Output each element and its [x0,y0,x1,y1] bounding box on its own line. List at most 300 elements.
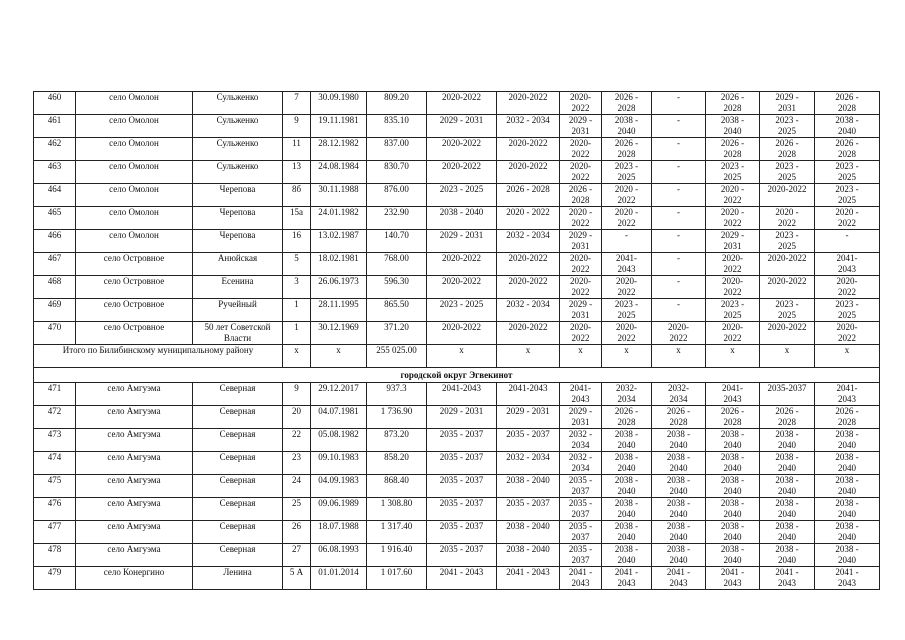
table-cell: 830.70 [367,161,427,184]
table-cell: 2035 - 2037 [427,452,497,475]
table-cell: 04.09.1983 [311,475,367,498]
table-cell: х [427,345,497,368]
table-cell: 2038 - 2040 [706,115,760,138]
table-row [34,452,880,475]
table-cell: 06.08.1993 [311,544,367,567]
table-cell: 2041 - 2043 [760,567,815,590]
table-cell: село Омолон [76,230,193,253]
table-cell: 2020-2022 [497,161,560,184]
table-cell: Ленина [193,567,283,590]
table-cell: 50 лет Советской Власти [193,322,283,345]
table-row [34,383,880,406]
table-cell: - [815,230,880,253]
table-body [34,92,880,590]
table-cell: 2026 - 2028 [497,184,560,207]
table-cell: 2020 - 2022 [497,207,560,230]
table-cell: село Омолон [76,207,193,230]
table-cell: 2035 - 2037 [427,498,497,521]
table-cell: село Омолон [76,138,193,161]
table-row [34,207,880,230]
table-cell: 2038 - 2040 [815,429,880,452]
table-row [34,429,880,452]
section-header-row [34,368,880,383]
table-row [34,475,880,498]
table-cell: 13 [283,161,311,184]
table-cell: 11 [283,138,311,161]
table-cell: 2029 - 2031 [497,406,560,429]
table-cell: 2038 - 2040 [815,544,880,567]
table-cell: 9 [283,115,311,138]
table-row [34,521,880,544]
table-cell: Сульженко [193,115,283,138]
table-cell: Черепова [193,230,283,253]
table-cell: село Конергино [76,567,193,590]
table-cell: 2035 - 2037 [560,475,602,498]
table-cell: Сульженко [193,92,283,115]
table-cell: 16 [283,230,311,253]
table-cell: 2020- 2022 [560,161,602,184]
table-cell: 2035 - 2037 [560,544,602,567]
table-row [34,92,880,115]
table-cell: 18.07.1988 [311,521,367,544]
table-row [34,138,880,161]
table-cell: 2032 - 2034 [560,429,602,452]
table-cell: 2038 - 2040 [602,544,652,567]
table-cell: 809.20 [367,92,427,115]
table-cell: Анюйская [193,253,283,276]
table-cell: 2020- 2022 [560,322,602,345]
table-cell: 5 [283,253,311,276]
table-cell: 30.09.1980 [311,92,367,115]
table-cell: 2020 - 2022 [602,207,652,230]
table-cell: 2041 - 2043 [427,567,497,590]
table-cell: 768.00 [367,253,427,276]
table-cell: село Островное [76,276,193,299]
table-cell: 19.11.1981 [311,115,367,138]
table-cell: 2020- 2022 [602,276,652,299]
table-cell: 2038 - 2040 [815,475,880,498]
table-cell: 2038 - 2040 [427,207,497,230]
table-row [34,299,880,322]
table-cell: 2026 - 2028 [815,406,880,429]
table-cell: 2020 - 2022 [706,184,760,207]
table-cell: 2026 - 2028 [706,92,760,115]
table-cell: село Амгуэма [76,406,193,429]
table-cell: 468 [34,276,76,299]
table-cell: 2038 - 2040 [652,475,706,498]
table-cell: 476 [34,498,76,521]
table-cell: 2038 - 2040 [497,521,560,544]
table-cell: 2041 - 2043 [706,567,760,590]
table-cell: 20 [283,406,311,429]
table-cell: 2038 - 2040 [706,521,760,544]
table-cell: 2023 - 2025 [602,161,652,184]
table-cell: 2035 - 2037 [427,544,497,567]
table-cell: 2038 - 2040 [706,452,760,475]
table-cell: 30.11.1988 [311,184,367,207]
table-cell: 2020 - 2022 [760,207,815,230]
table-cell: Северная [193,521,283,544]
table-cell: 2020-2022 [497,322,560,345]
table-cell: 466 [34,230,76,253]
table-cell: 475 [34,475,76,498]
table-cell: 26.06.1973 [311,276,367,299]
table-cell: - [652,253,706,276]
table-cell: 2038 - 2040 [602,521,652,544]
table-cell: 2020 - 2022 [602,184,652,207]
table-cell: Северная [193,406,283,429]
table-cell: 2038 - 2040 [815,452,880,475]
table-cell: 2020-2022 [497,138,560,161]
table-cell: 2038 - 2040 [602,498,652,521]
table-cell: 2035 - 2037 [427,429,497,452]
table-cell: село Амгуэма [76,452,193,475]
table-cell: 2038 - 2040 [760,452,815,475]
table-cell: 18.02.1981 [311,253,367,276]
table-cell: 2041-2043 [497,383,560,406]
table-cell: 2020 - 2022 [560,207,602,230]
table-cell: 2023 - 2025 [706,161,760,184]
table-cell: 1 [283,322,311,345]
table-cell: 1 736.90 [367,406,427,429]
table-cell: 2041- 2043 [602,253,652,276]
table-cell: 465 [34,207,76,230]
table-cell: 2023 - 2025 [427,184,497,207]
table-cell: 462 [34,138,76,161]
table-cell: х [652,345,706,368]
table-cell: 460 [34,92,76,115]
table-cell: 2026 - 2028 [706,406,760,429]
table-row [34,115,880,138]
table-cell: 2038 - 2040 [706,475,760,498]
table-cell: 2026 - 2028 [760,406,815,429]
table-cell: 464 [34,184,76,207]
table-cell: 2023 - 2025 [602,299,652,322]
table-cell: село Амгуэма [76,429,193,452]
table-cell: Сульженко [193,161,283,184]
table-cell: 858.20 [367,452,427,475]
table-cell: 2038 - 2040 [652,498,706,521]
table-cell: 2029 - 2031 [560,230,602,253]
table-cell: 2041 - 2043 [497,567,560,590]
table-cell: 2020- 2022 [560,138,602,161]
table-cell: 2041 - 2043 [815,567,880,590]
table-cell: Северная [193,544,283,567]
table-cell: 2038 - 2040 [602,475,652,498]
table-cell: село Амгуэма [76,498,193,521]
table-cell: 2038 - 2040 [652,429,706,452]
table-cell: 2041 - 2043 [602,567,652,590]
table-cell: 2041- 2043 [815,253,880,276]
table-cell: 2023 - 2025 [815,161,880,184]
table-cell: 140.70 [367,230,427,253]
table-cell: - [652,115,706,138]
table-cell: 2023 - 2025 [427,299,497,322]
table-cell: Северная [193,498,283,521]
table-cell: 24 [283,475,311,498]
section-title: городской округ Эгвекинот [34,368,880,383]
table-cell: 2026 - 2028 [652,406,706,429]
table-cell: 2026 - 2028 [602,138,652,161]
table-cell: 2020-2022 [497,253,560,276]
table-row [34,498,880,521]
table-cell: - [652,299,706,322]
table-cell: село Амгуэма [76,383,193,406]
table-cell: 04.07.1981 [311,406,367,429]
table-cell: 2029 - 2031 [427,115,497,138]
table-cell: Северная [193,475,283,498]
table-cell: х [815,345,880,368]
table-cell: - [652,207,706,230]
table-cell: 2032- 2034 [652,383,706,406]
table-cell: 5 А [283,567,311,590]
table-cell: 2023 - 2025 [815,184,880,207]
table-cell: 2041- 2043 [560,383,602,406]
table-cell: х [560,345,602,368]
table-cell: 2038 - 2040 [706,429,760,452]
table-cell: 2035 - 2037 [560,498,602,521]
table-cell: 2026 - 2028 [815,138,880,161]
table-cell: 7 [283,92,311,115]
table-cell: 8б [283,184,311,207]
table-cell: село Омолон [76,184,193,207]
total-label: Итого по Билибинскому муниципальному району [34,345,283,368]
table-cell: 2020-2022 [427,92,497,115]
table-cell: 469 [34,299,76,322]
table-cell: 2038 - 2040 [497,544,560,567]
table-cell: 2038 - 2040 [652,544,706,567]
table-cell: Есенина [193,276,283,299]
table-row [34,567,880,590]
table-row [34,161,880,184]
table-cell: 2020 - 2022 [815,207,880,230]
table-cell: 2020-2022 [427,276,497,299]
table-row [34,544,880,567]
table-cell: 2023 - 2025 [815,299,880,322]
table-cell: село Омолон [76,161,193,184]
table-row [34,322,880,345]
table-cell: 2035 - 2037 [497,498,560,521]
table-cell: 2020- 2022 [560,253,602,276]
table-cell: 2038 - 2040 [760,521,815,544]
table-cell: 25 [283,498,311,521]
table-cell: х [497,345,560,368]
table-cell: 2038 - 2040 [602,452,652,475]
table-cell: 2026 - 2028 [602,406,652,429]
table-row [34,253,880,276]
table-cell: 2038 - 2040 [760,498,815,521]
table-cell: 13.02.1987 [311,230,367,253]
table-cell: село Амгуэма [76,521,193,544]
table-cell: 471 [34,383,76,406]
table-cell: 2041- 2043 [815,383,880,406]
table-cell: 473 [34,429,76,452]
table-cell: 2038 - 2040 [602,115,652,138]
table-cell: 2041-2043 [427,383,497,406]
table-cell: 835.10 [367,115,427,138]
table-cell: 24.01.1982 [311,207,367,230]
table-cell: 868.40 [367,475,427,498]
table-cell: 28.12.1982 [311,138,367,161]
table-cell: 2020-2022 [760,184,815,207]
table-cell: 463 [34,161,76,184]
table-cell: 470 [34,322,76,345]
table-cell: 2035 - 2037 [497,429,560,452]
total-row [34,345,880,368]
table-cell: 2026 - 2028 [602,92,652,115]
table-cell: - [652,161,706,184]
table-cell: 474 [34,452,76,475]
table-cell: село Омолон [76,92,193,115]
table-cell: 2038 - 2040 [815,115,880,138]
table-cell: 876.00 [367,184,427,207]
table-cell: 1 916.40 [367,544,427,567]
table-cell: 2020-2022 [427,138,497,161]
table-cell: 09.06.1989 [311,498,367,521]
table-cell: Черепова [193,184,283,207]
table-cell: 2041- 2043 [706,383,760,406]
table-cell: 1 017.60 [367,567,427,590]
table-cell: 2026 - 2028 [706,138,760,161]
table-cell: 2020- 2022 [706,276,760,299]
table-cell: 371.20 [367,322,427,345]
table-row [34,276,880,299]
table-cell: 2020-2022 [760,253,815,276]
table-cell: Северная [193,429,283,452]
table-cell: село Островное [76,253,193,276]
table-cell: 2020- 2022 [706,253,760,276]
table-cell: 28.11.1995 [311,299,367,322]
table-cell: 2029 - 2031 [560,299,602,322]
table-cell: 255 025.00 [367,345,427,368]
table-cell: 2035-2037 [760,383,815,406]
table-cell: х [283,345,311,368]
table-cell: 232.90 [367,207,427,230]
table-cell: 2038 - 2040 [760,475,815,498]
table-cell: 467 [34,253,76,276]
table-cell: 27 [283,544,311,567]
table-cell: 2020- 2022 [560,276,602,299]
table-cell: 2029 - 2031 [760,92,815,115]
table-cell: 3 [283,276,311,299]
table-cell: - [652,184,706,207]
table-cell: 2020- 2022 [815,322,880,345]
table-cell: 2038 - 2040 [815,521,880,544]
table-cell: 2038 - 2040 [497,475,560,498]
table-cell: 2020-2022 [760,322,815,345]
table-cell: 2041 - 2043 [652,567,706,590]
table-cell: 2038 - 2040 [652,452,706,475]
table-cell: 2026 - 2028 [560,184,602,207]
table-cell: 2038 - 2040 [602,429,652,452]
table-cell: х [706,345,760,368]
table-cell: село Островное [76,299,193,322]
table-cell: 24.08.1984 [311,161,367,184]
housing-repair-schedule-table [33,91,880,590]
table-cell: 2020- 2022 [560,92,602,115]
table-cell: село Омолон [76,115,193,138]
table-cell: 2035 - 2037 [427,475,497,498]
table-cell: 2038 - 2040 [815,498,880,521]
table-cell: 01.01.2014 [311,567,367,590]
table-cell: - [652,276,706,299]
table-cell: 22 [283,429,311,452]
table-cell: 26 [283,521,311,544]
table-row [34,406,880,429]
table-cell: 2023 - 2025 [706,299,760,322]
table-cell: 2023 - 2025 [760,161,815,184]
table-cell: 2032 - 2034 [497,115,560,138]
table-cell: 2032 - 2034 [560,452,602,475]
table-cell: 2020-2022 [427,253,497,276]
table-cell: 2020- 2022 [706,322,760,345]
table-cell: 478 [34,544,76,567]
table-cell: - [652,92,706,115]
table-cell: 9 [283,383,311,406]
table-row [34,184,880,207]
table-cell: 2029 - 2031 [427,230,497,253]
table-cell: 2020-2022 [497,92,560,115]
table-cell: 477 [34,521,76,544]
table-cell: х [602,345,652,368]
table-cell: 2020- 2022 [652,322,706,345]
table-row [34,230,880,253]
table-cell: 2029 - 2031 [706,230,760,253]
table-cell: 1 317.40 [367,521,427,544]
table-cell: 2038 - 2040 [652,521,706,544]
table-cell: 15а [283,207,311,230]
table-cell: Северная [193,383,283,406]
table-cell: 2032- 2034 [602,383,652,406]
table-cell: 2020-2022 [760,276,815,299]
table-cell: 2038 - 2040 [706,498,760,521]
table-cell: 2020-2022 [427,322,497,345]
table-cell: 2023 - 2025 [760,230,815,253]
table-cell: 2029 - 2031 [427,406,497,429]
table-cell: 2038 - 2040 [706,544,760,567]
table-cell: 865.50 [367,299,427,322]
table-cell: 2020-2022 [427,161,497,184]
table-cell: 09.10.1983 [311,452,367,475]
table-cell: - [602,230,652,253]
table-cell: 2032 - 2034 [497,230,560,253]
table-cell: х [760,345,815,368]
table-cell: 479 [34,567,76,590]
table-cell: 2020-2022 [497,276,560,299]
table-cell: 2023 - 2025 [760,299,815,322]
table-cell: 2029 - 2031 [560,115,602,138]
table-cell: 873.20 [367,429,427,452]
table-cell: 2035 - 2037 [560,521,602,544]
table-cell: 472 [34,406,76,429]
table-cell: 2029 - 2031 [560,406,602,429]
table-cell: 2032 - 2034 [497,299,560,322]
table-cell: 2026 - 2028 [760,138,815,161]
table-cell: село Амгуэма [76,475,193,498]
table-cell: Сульженко [193,138,283,161]
table-cell: - [652,138,706,161]
table-cell: - [652,230,706,253]
table-cell: село Островное [76,322,193,345]
table-cell: 937.3 [367,383,427,406]
table-cell: 1 [283,299,311,322]
table-cell: 596.30 [367,276,427,299]
table-cell: 23 [283,452,311,475]
table-cell: 2020- 2022 [602,322,652,345]
table-cell: 2038 - 2040 [760,544,815,567]
table-cell: 2020- 2022 [815,276,880,299]
table-cell: 2023 - 2025 [760,115,815,138]
